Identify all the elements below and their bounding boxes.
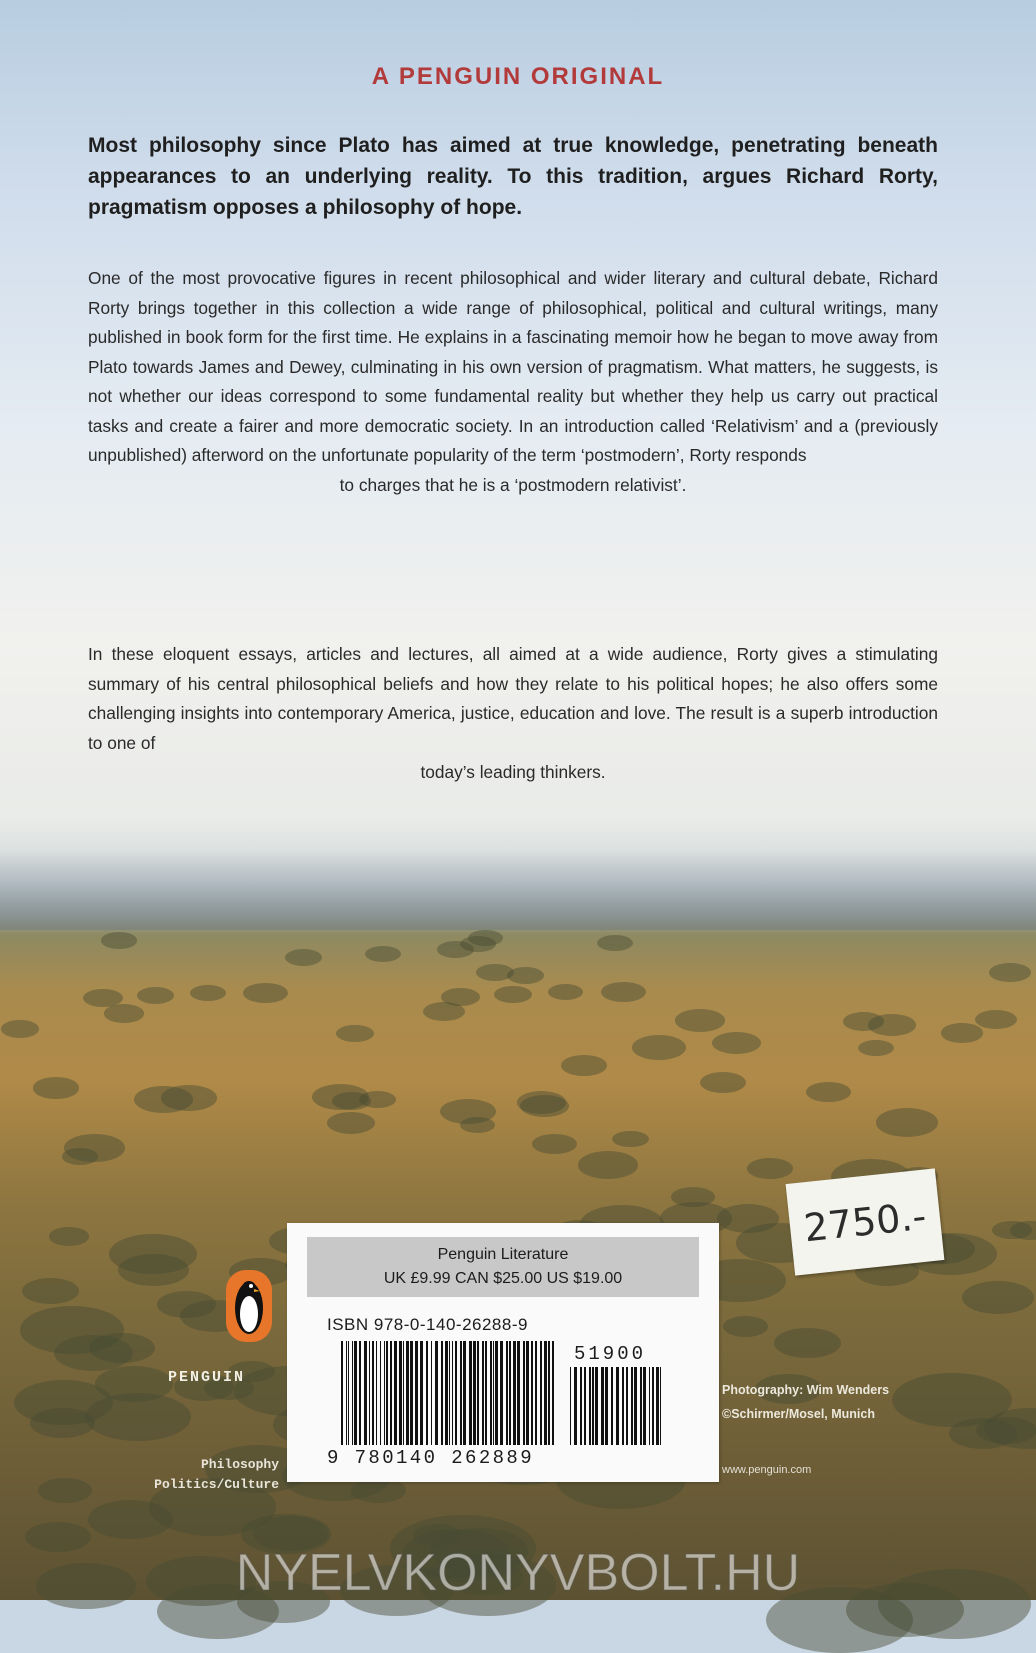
barcode-bar	[364, 1341, 367, 1445]
barcode-bar	[493, 1341, 494, 1445]
barcode-bar	[517, 1341, 520, 1445]
paragraph-1-text: One of the most provocative figures in recent philosophical and wider literary and cultural debate, Richard Rorty brings together in this collection a wide range of philosophical, political and cultural writings, many published in book form for the first time. He explains in a fascinating memoir how he began to move away from Plato towards James and Dewey, culminating in his own version of pragmatism. What matters, he suggests, is not whether our ideas correspond to some fundamental reality but whether they help us carry out practical tasks and create a fairer and more democratic society. In an introduction called ‘Relativism’ and a (previously unpublished) afterword on the unfortunate popularity of the term ‘postmodern’, Rorty responds	[88, 268, 938, 465]
scrub-bush	[612, 1131, 648, 1148]
barcode-bar	[482, 1341, 484, 1445]
barcode-bar	[380, 1341, 381, 1445]
description-paragraph-2	[88, 640, 938, 788]
barcode-bar	[548, 1341, 550, 1445]
photo-credit-line-2: ©Schirmer/Mosel, Munich	[722, 1407, 875, 1421]
barcode-bar	[660, 1367, 661, 1445]
barcode-bar	[631, 1367, 633, 1445]
barcode-bar	[509, 1341, 511, 1445]
addon-number: 51900	[574, 1343, 647, 1365]
scrub-bush	[700, 1072, 746, 1093]
scrub-bush	[49, 1227, 90, 1245]
scrub-bush	[992, 1221, 1032, 1239]
scrub-bush	[468, 930, 503, 946]
barcode-bar	[341, 1341, 343, 1445]
scrub-bush	[157, 1291, 216, 1318]
scrub-bush	[137, 987, 175, 1004]
barcode-bar	[611, 1367, 613, 1445]
barcode-bar	[452, 1341, 453, 1445]
photo-credit	[722, 1378, 889, 1426]
barcode-bar	[592, 1367, 594, 1445]
barcode-bar	[513, 1341, 516, 1445]
barcode-bar	[626, 1367, 628, 1445]
barcode-bar	[477, 1341, 479, 1445]
penguin-logo-icon	[226, 1270, 272, 1342]
price-list: UK £9.99 CAN $25.00 US $19.00	[383, 1270, 623, 1287]
price-sticker: 2750.-	[786, 1168, 945, 1275]
barcode-bar	[359, 1341, 361, 1445]
ean-number: 9 780140 262889	[327, 1447, 535, 1469]
series-heading: A PENGUIN ORIGINAL	[371, 63, 665, 90]
scrub-bush	[134, 1086, 192, 1113]
scrub-bush	[285, 949, 322, 966]
barcode-bar	[399, 1341, 402, 1445]
subject-categories	[137, 1455, 279, 1495]
barcode-bar	[372, 1341, 374, 1445]
barcode-bar	[431, 1341, 432, 1445]
ean-barcode	[341, 1341, 555, 1445]
scrub-bush	[88, 1500, 174, 1539]
paragraph-1-last-line: to charges that he is a ‘postmodern relativist’.	[339, 474, 687, 495]
scrub-bush	[671, 1187, 716, 1207]
scrub-bush	[723, 1316, 768, 1337]
scrub-bush	[494, 986, 531, 1003]
barcode-bar	[601, 1367, 604, 1445]
barcode-bar	[406, 1341, 409, 1445]
barcode-bar	[622, 1367, 624, 1445]
barcode-bar	[540, 1341, 542, 1445]
paragraph-2-text: In these eloquent essays, articles and lectures, all aimed at a wide audience, Rorty gives a stimulating summary of his central philosophical beliefs and how they relate to his political hopes; he also offers some challenging insights into contemporary America, justice, education and love. The result is a superb introduction to one of	[88, 644, 938, 753]
barcode-bar	[535, 1341, 537, 1445]
scrub-bush	[101, 932, 137, 948]
barcode-bar	[386, 1341, 388, 1445]
scrub-bush	[747, 1158, 793, 1179]
price-barcode-box	[287, 1223, 719, 1482]
barcode-bar	[354, 1341, 357, 1445]
barcode-bar	[500, 1341, 503, 1445]
barcode-bar	[420, 1341, 423, 1445]
barcode-bar	[473, 1341, 476, 1445]
subject-2: Politics/Culture	[154, 1477, 279, 1492]
barcode-bar	[649, 1367, 650, 1445]
scrub-bush	[675, 1009, 724, 1031]
barcode-bar	[526, 1341, 529, 1445]
subject-1: Philosophy	[200, 1457, 279, 1472]
barcode-bar	[463, 1341, 466, 1445]
barcode-bar	[643, 1367, 646, 1445]
barcode-bar	[394, 1341, 397, 1445]
scrub-bush	[38, 1478, 92, 1502]
scrub-bush	[64, 1134, 124, 1161]
barcode-bar	[616, 1367, 619, 1445]
scrub-bush	[941, 1023, 983, 1042]
lede-paragraph: Most philosophy since Plato has aimed at true knowledge, penetrating beneath appearances to an underlying reality. To this tradition, argues Richard Rorty, pragmatism opposes a philosophy of hope.	[88, 134, 938, 219]
scrub-bush	[243, 983, 288, 1003]
barcode-bar	[403, 1341, 404, 1445]
scrub-bush	[843, 1012, 885, 1031]
barcode-bar	[595, 1367, 598, 1445]
scrub-bush	[806, 1082, 850, 1102]
barcode-bar	[415, 1341, 418, 1445]
barcode-bar	[426, 1341, 428, 1445]
horizon-mountains	[0, 850, 1036, 930]
addon-barcode	[570, 1367, 664, 1445]
scrub-bush	[1, 1020, 39, 1037]
scrub-bush	[561, 1055, 607, 1076]
watermark: NYELVKONYVBOLT.HU	[235, 1544, 801, 1602]
scrub-bush	[85, 1393, 191, 1441]
scrub-bush	[109, 1234, 197, 1274]
scrub-bush	[876, 1108, 939, 1136]
scrub-bush	[190, 985, 226, 1001]
scrub-bush	[20, 1306, 124, 1353]
barcode-bar	[449, 1341, 450, 1445]
barcode-bar	[490, 1341, 492, 1445]
scrub-bush	[597, 935, 633, 951]
scrub-bush	[975, 1010, 1017, 1029]
barcode-bar	[435, 1341, 438, 1445]
barcode-bar	[460, 1341, 462, 1445]
scrub-bush	[437, 941, 474, 958]
barcode-bar	[552, 1341, 554, 1445]
barcode-bar	[390, 1341, 392, 1445]
barcode-bar	[455, 1341, 457, 1445]
scrub-bush	[104, 1004, 144, 1022]
scrub-bush	[601, 982, 645, 1002]
barcode-bar	[376, 1341, 377, 1445]
price-category: Penguin Literature	[437, 1246, 569, 1263]
scrub-bush	[33, 1077, 80, 1098]
barcode-bar	[652, 1367, 654, 1445]
barcode-bar	[384, 1341, 385, 1445]
isbn-text: ISBN 978-0-140-26288-9	[327, 1315, 528, 1334]
scrub-bush	[632, 1035, 687, 1060]
description-paragraph-1	[88, 264, 938, 500]
barcode-bar	[584, 1367, 586, 1445]
price-bar	[307, 1237, 699, 1297]
barcode-bar	[445, 1341, 448, 1445]
barcode-bar	[469, 1341, 472, 1445]
barcode-bar	[574, 1367, 577, 1445]
barcode-bar	[441, 1341, 443, 1445]
publisher-name: PENGUIN	[168, 1369, 246, 1386]
barcode-bar	[580, 1367, 582, 1445]
scrub-bush	[332, 1092, 371, 1110]
scrub-bush	[578, 1151, 638, 1178]
barcode-bar	[544, 1341, 547, 1445]
barcode-bar	[531, 1341, 533, 1445]
photo-credit-line-1: Photography: Wim Wenders	[722, 1383, 890, 1397]
barcode-bar	[570, 1367, 571, 1445]
barcode-bar	[485, 1341, 487, 1445]
barcode-bar	[410, 1341, 413, 1445]
barcode-bar	[640, 1367, 642, 1445]
scrub-bush	[336, 1025, 374, 1042]
barcode-bar	[589, 1367, 591, 1445]
barcode-bar	[605, 1367, 608, 1445]
barcode-bar	[656, 1367, 659, 1445]
barcode-bar	[346, 1341, 347, 1445]
publisher-website: www.penguin.com	[722, 1464, 812, 1476]
barcode-bar	[352, 1341, 353, 1445]
barcode-bar	[523, 1341, 525, 1445]
scrub-bush	[441, 988, 480, 1006]
barcode-bar	[506, 1341, 508, 1445]
paragraph-2-last-line: today’s leading thinkers.	[420, 762, 606, 782]
scrub-bush	[989, 963, 1030, 982]
barcode-bar	[348, 1341, 349, 1445]
barcode-bar	[369, 1341, 370, 1445]
barcode-bar	[495, 1341, 498, 1445]
barcode-bar	[634, 1367, 637, 1445]
scrub-bush	[892, 1373, 1012, 1428]
